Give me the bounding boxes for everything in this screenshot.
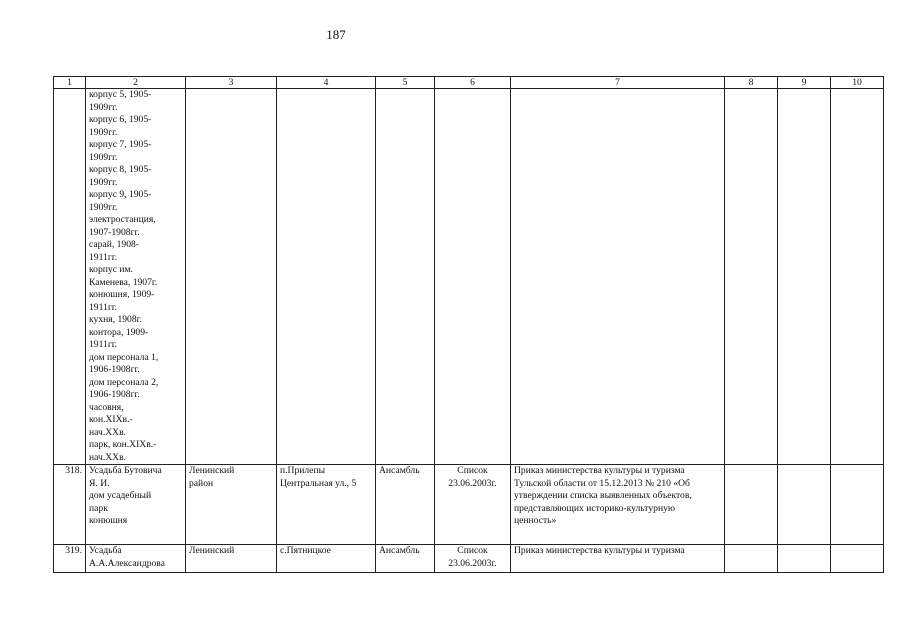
district-cell [186,545,277,573]
table-row [54,545,884,573]
text-line: Список [457,545,488,556]
col-header-1: 1 [54,77,86,89]
col-header-4: 4 [277,77,376,89]
list-date-cell [435,545,511,573]
address-cell [277,545,376,573]
text-line: Ленинский [189,465,235,476]
empty-cell [778,89,831,465]
text-line: контора, 1909- [89,326,149,338]
text-line: парк, кон.XIXв.- [89,439,157,450]
text-line: 1909гг. [89,201,118,213]
text-line: корпус 9, 1905- [89,189,152,200]
continuation-objects-cell [86,89,186,465]
col9-cell [778,545,831,573]
text-line: парк [89,502,108,514]
text-line: конюшня, 1909- [89,289,155,300]
text-line: Приказ министерства культуры и туризма [514,545,685,556]
text-line: конюшня [89,515,128,526]
empty-cell [831,89,884,465]
category-cell: Ансамбль [376,465,435,545]
text-line: 1909гг. [89,101,118,113]
text-line: часовня, [89,401,124,413]
text-line: дом усадебный [89,490,152,501]
text-line: Тульской области от 15.12.2013 № 210 «Об [514,477,690,489]
text-line: нач.XXв. [89,426,127,438]
empty-cell [511,89,725,465]
col10-cell [831,465,884,545]
text-line: 1909гг. [89,176,118,188]
col-header-3: 3 [186,77,277,89]
text-line: корпус 6, 1905- [89,114,152,125]
continuation-row [54,89,884,465]
col10-cell [831,545,884,573]
object-name-cell [86,545,186,573]
text-line: с.Пятницкое [280,545,331,556]
text-line: 1911гг. [89,251,118,263]
list-date-cell [435,465,511,545]
page-number: 187 [326,27,346,42]
heritage-registry-table [53,76,884,573]
table-row [54,465,884,545]
text-line: нач.XXв. [89,451,127,463]
row-number: 319. [54,545,86,573]
text-line: Приказ министерства культуры и туризма [514,465,685,476]
col-header-9: 9 [778,77,831,89]
text-line: кон.XIXв.- [89,414,133,425]
text-line: п.Прилепы [280,465,326,476]
text-line: 23.06.2003г. [448,557,497,569]
text-line: корпус 7, 1905- [89,139,152,150]
text-line: А.А.Александрова [89,557,165,569]
text-line: сарай, 1908- [89,239,140,250]
empty-cell [186,89,277,465]
text-line: 1911гг. [89,301,118,313]
district-cell [186,465,277,545]
col-header-8: 8 [725,77,778,89]
text-line: 1907-1908гг. [89,226,140,238]
row-number: 318. [54,465,86,545]
col-header-10: 10 [831,77,884,89]
text-line: дом персонала 1, [89,351,159,363]
text-line: корпус 8, 1905- [89,164,152,175]
text-line: Я. И. [89,477,110,489]
address-cell [277,465,376,545]
empty-cell [435,89,511,465]
text-line: 1906-1908гг. [89,364,140,375]
text-line: Центральная ул., 5 [280,477,357,489]
column-number-header-row [54,77,884,89]
empty-cell [725,89,778,465]
empty-cell [376,89,435,465]
text-line: 1911гг. [89,339,118,350]
col9-cell [778,465,831,545]
col8-cell [725,545,778,573]
col8-cell [725,465,778,545]
col-header-2: 2 [86,77,186,89]
text-line: кухня, 1908г. [89,314,142,325]
text-line: утверждении списка выявленных объектов, [514,490,692,501]
text-line: 1909гг. [89,151,118,163]
text-line: электростанция, [89,214,156,225]
order-cell [511,545,725,573]
col-header-6: 6 [435,77,511,89]
text-line: дом персонала 2, [89,376,159,388]
order-cell [511,465,725,545]
text-line: ценность» [514,515,557,526]
text-line: представляющих историко-культурную [514,502,676,514]
text-line: 1909гг. [89,126,118,138]
text-line: Список [457,465,488,476]
text-line: корпус 5, 1905- [89,89,152,100]
text-line: район [189,477,214,489]
category-cell: Ансамбль [376,545,435,573]
text-line: 23.06.2003г. [448,477,497,489]
col-header-5: 5 [376,77,435,89]
empty-cell [277,89,376,465]
text-line: Усадьба Бутовича [89,465,162,476]
text-line: корпус им. [89,264,133,275]
col-header-7: 7 [511,77,725,89]
text-line: Каменева, 1907г. [89,276,158,288]
object-name-cell [86,465,186,545]
continuation-num-cell [54,89,86,465]
text-line: Ленинский [189,545,235,556]
text-line: Усадьба [89,545,122,556]
text-line: 1906-1908гг. [89,389,140,400]
